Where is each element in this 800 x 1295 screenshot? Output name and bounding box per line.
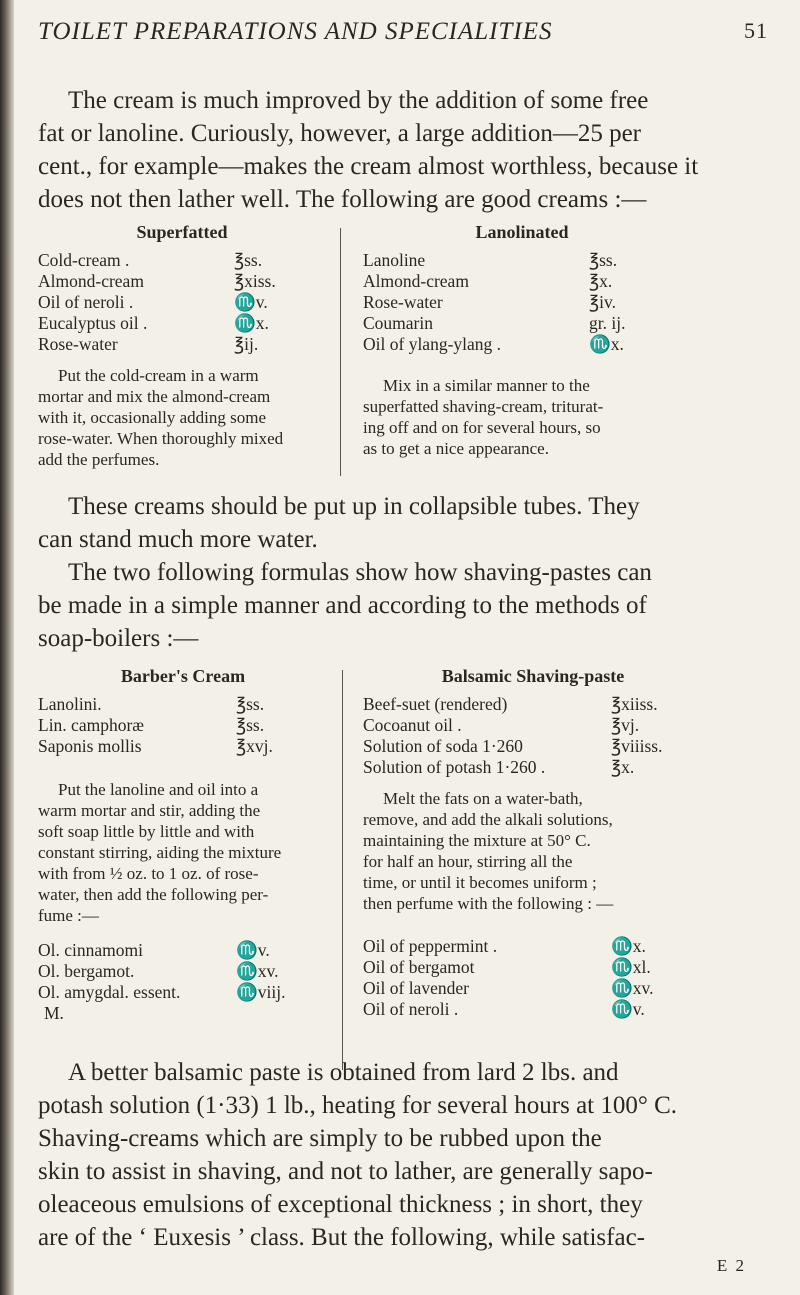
text-line: are of the ‘ Euxesis ’ class. But the following, while satisfac- xyxy=(38,1224,646,1251)
ingredient-row: Oil of peppermint . ♏x. xyxy=(363,936,646,956)
running-header xyxy=(38,18,768,58)
ingredient-row: Ol. amygdal. essent. ♏viij. xyxy=(38,982,286,1002)
text-line: The cream is much improved by the addition of some free xyxy=(68,87,649,114)
recipe-instructions: Melt the fats on a water-bath, remove, and add the alkali solutions, maintaining the mixture at 50° C. for half an hour, stirring all the time, or until it becomes uniform ; then perfume with the following : — xyxy=(363,789,614,913)
recipe-title: Balsamic Shaving-paste xyxy=(441,666,625,686)
ingredient-row: Oil of neroli . ♏v. xyxy=(38,292,268,312)
ingredient-row: Coumarin gr. ij. xyxy=(363,313,626,333)
ingredient-row: Almond-cream ℥xiss. xyxy=(38,271,276,291)
text-line: soap-boilers :— xyxy=(38,625,199,652)
ingredient-row: Beef-suet (rendered) ℥xiiss. xyxy=(363,694,658,714)
ingredient-row: Almond-cream ℥x. xyxy=(363,271,613,291)
paragraph-formulas xyxy=(38,556,770,655)
text-line: be made in a simple manner and according to the methods of xyxy=(38,592,647,619)
page-number: 51 xyxy=(744,18,768,43)
text-line: A better balsamic paste is obtained from lard 2 lbs. and xyxy=(68,1059,619,1086)
recipe-title: Superfatted xyxy=(136,222,228,242)
ingredient-row: Oil of neroli . ♏v. xyxy=(363,999,645,1019)
column-divider xyxy=(342,670,343,1070)
ingredient-row: Ol. bergamot. ♏xv. xyxy=(38,961,279,981)
recipe-superfatted xyxy=(38,222,326,470)
recipe-instructions: Mix in a similar manner to the superfatted shaving-cream, triturat- ing off and on for several hours, so as to get a nice appearance. xyxy=(363,376,604,458)
ingredient-row: Lanoline ℥ss. xyxy=(363,250,618,270)
text-line: can stand much more water. xyxy=(38,526,318,553)
column-divider xyxy=(340,228,341,476)
text-line: These creams should be put up in collapsible tubes. They xyxy=(68,493,640,520)
ingredient-row: Ol. cinnamomi ♏v. xyxy=(38,940,270,960)
perfume-list xyxy=(38,940,328,1024)
recipe-lanolinated xyxy=(363,222,681,459)
perfume-list xyxy=(363,936,703,1020)
text-line: cent., for example—makes the cream almost worthless, because it xyxy=(38,153,699,180)
paragraph-tubes xyxy=(38,490,770,556)
text-line: The two following formulas show how shaving-pastes can xyxy=(68,559,652,586)
text-line: does not then lather well. The following are good creams :— xyxy=(38,186,647,213)
ingredient-row: Oil of lavender ♏xv. xyxy=(363,978,654,998)
recipe-balsamic-paste xyxy=(363,666,703,1020)
running-title: TOILET PREPARATIONS AND SPECIALITIES xyxy=(38,18,553,45)
ingredient-row: Lanolini. ℥ss. xyxy=(38,694,265,714)
text-line: skin to assist in shaving, and not to lather, are generally sapo- xyxy=(38,1158,653,1185)
recipe-title: Barber's Cream xyxy=(120,666,246,686)
ingredient-row: Rose-water ℥ij. xyxy=(38,334,259,354)
ingredient-row: Solution of soda 1·260 ℥viiiss. xyxy=(363,736,663,756)
ingredient-row: Oil of ylang-ylang . ♏x. xyxy=(363,334,624,354)
recipe-instructions: Put the cold-cream in a warm mortar and mix the almond-cream with it, occasionally adding some rose-water. When thoroughly mixed add the perfumes. xyxy=(38,366,284,469)
ingredient-row: Solution of potash 1·260 . ℥x. xyxy=(363,757,635,777)
text-line: fat or lanoline. Curiously, however, a large addition—25 per xyxy=(38,120,642,147)
text-line: oleaceous emulsions of exceptional thickness ; in short, they xyxy=(38,1191,643,1218)
paragraph-balsamic xyxy=(38,1056,770,1254)
ingredient-row: Oil of bergamot ♏xl. xyxy=(363,957,651,977)
book-binding-edge xyxy=(0,0,14,1295)
ingredient-row: Saponis mollis ℥xvj. xyxy=(38,736,273,756)
ingredient-row: Rose-water ℥iv. xyxy=(363,292,616,312)
ingredient-row: Cold-cream . ℥ss. xyxy=(38,250,263,270)
signature-mark: E 2 xyxy=(716,1256,746,1275)
recipe-barbers-cream xyxy=(38,666,328,1024)
recipe-instructions: Put the lanoline and oil into a warm mortar and stir, adding the soft soap little by little and with constant stirring, aiding the mixture with from ½ oz. to 1 oz. of rose- water, then add the following per- fume :— xyxy=(38,780,282,925)
recipe-title: Lanolinated xyxy=(475,222,569,242)
ingredient-row: Eucalyptus oil . ♏x. xyxy=(38,313,269,333)
ingredient-row: Lin. camphoræ ℥ss. xyxy=(38,715,265,735)
text-line: Shaving-creams which are simply to be rubbed upon the xyxy=(38,1125,602,1152)
recipe-sign: M. xyxy=(44,1003,64,1023)
text-line: potash solution (1·33) 1 lb., heating for several hours at 100° C. xyxy=(38,1092,678,1119)
ingredient-row: Cocoanut oil . ℥vj. xyxy=(363,715,640,735)
paragraph-intro xyxy=(38,84,770,216)
